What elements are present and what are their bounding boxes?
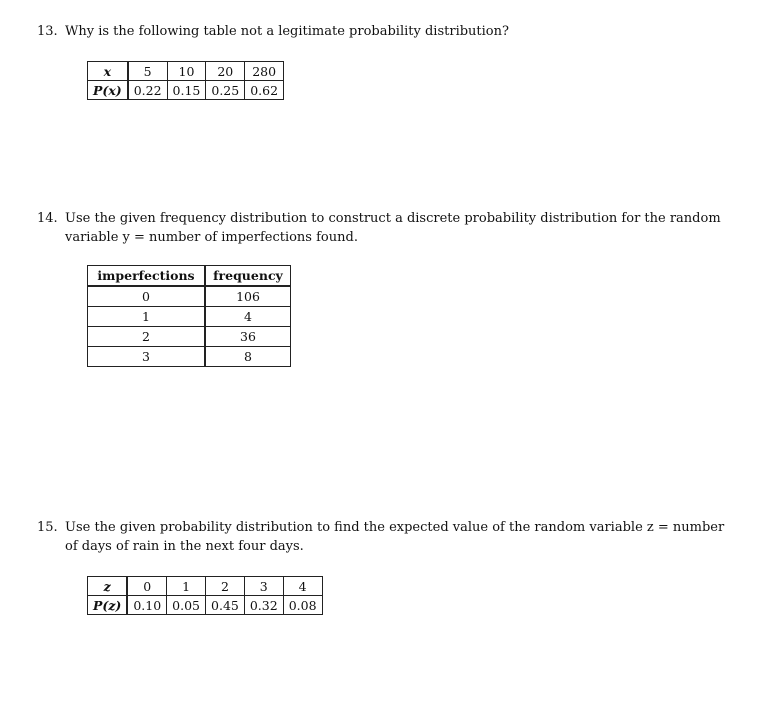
table-row — [88, 286, 291, 307]
column-header-imperfections: imperfections — [88, 266, 206, 287]
table-header-row — [88, 266, 291, 287]
table-cell: 0.10 — [127, 596, 166, 615]
question-text-line-2: of days of rain in the next four days. — [65, 539, 304, 554]
question-15 — [37, 518, 737, 556]
column-header-frequency: frequency — [205, 266, 291, 287]
table-row — [88, 81, 284, 100]
table-row — [88, 327, 291, 347]
table-row — [88, 62, 284, 81]
row-label-z: z — [88, 577, 128, 596]
table-cell: 0.62 — [245, 81, 284, 100]
table-cell: 1 — [88, 307, 206, 327]
table-cell: 0 — [88, 286, 206, 307]
table-cell: 0 — [127, 577, 166, 596]
table-cell: 3 — [244, 577, 283, 596]
probability-table-z — [87, 576, 323, 615]
question-text-line-1: Use the given probability distribution to find the expected value of the random variable z = number — [65, 520, 725, 535]
table-row — [88, 577, 323, 596]
table-cell: 1 — [167, 577, 206, 596]
table-cell: 106 — [205, 286, 291, 307]
question-number: 15. — [37, 520, 58, 535]
row-label-x: x — [88, 62, 128, 81]
table-cell: 8 — [205, 347, 291, 367]
table-cell: 10 — [167, 62, 206, 81]
table-cell: 280 — [245, 62, 284, 81]
table-cell: 3 — [88, 347, 206, 367]
question-text-line-2: variable y = number of imperfections found. — [65, 230, 358, 245]
table-cell: 4 — [283, 577, 322, 596]
table-row — [88, 347, 291, 367]
frequency-table — [87, 265, 291, 367]
question-number: 13. — [37, 24, 58, 39]
question-text-line-1: Use the given frequency distribution to construct a discrete probability distribution for the random — [65, 211, 721, 226]
table-cell: 20 — [206, 62, 245, 81]
table-cell: 5 — [128, 62, 167, 81]
probability-table-x — [87, 61, 284, 100]
row-label-px: P(x) — [88, 81, 128, 100]
table-cell: 4 — [205, 307, 291, 327]
table-row — [88, 596, 323, 615]
table-cell: 2 — [206, 577, 245, 596]
table-cell: 36 — [205, 327, 291, 347]
table-cell: 2 — [88, 327, 206, 347]
table-cell: 0.08 — [283, 596, 322, 615]
question-text: Why is the following table not a legitimate probability distribution? — [65, 24, 509, 39]
table-cell: 0.45 — [206, 596, 245, 615]
table-cell: 0.32 — [244, 596, 283, 615]
question-13 — [37, 22, 737, 41]
question-14 — [37, 209, 737, 247]
table-cell: 0.22 — [128, 81, 167, 100]
table-cell: 0.25 — [206, 81, 245, 100]
question-number: 14. — [37, 211, 58, 226]
table-cell: 0.05 — [167, 596, 206, 615]
row-label-pz: P(z) — [88, 596, 128, 615]
table-cell: 0.15 — [167, 81, 206, 100]
table-row — [88, 307, 291, 327]
